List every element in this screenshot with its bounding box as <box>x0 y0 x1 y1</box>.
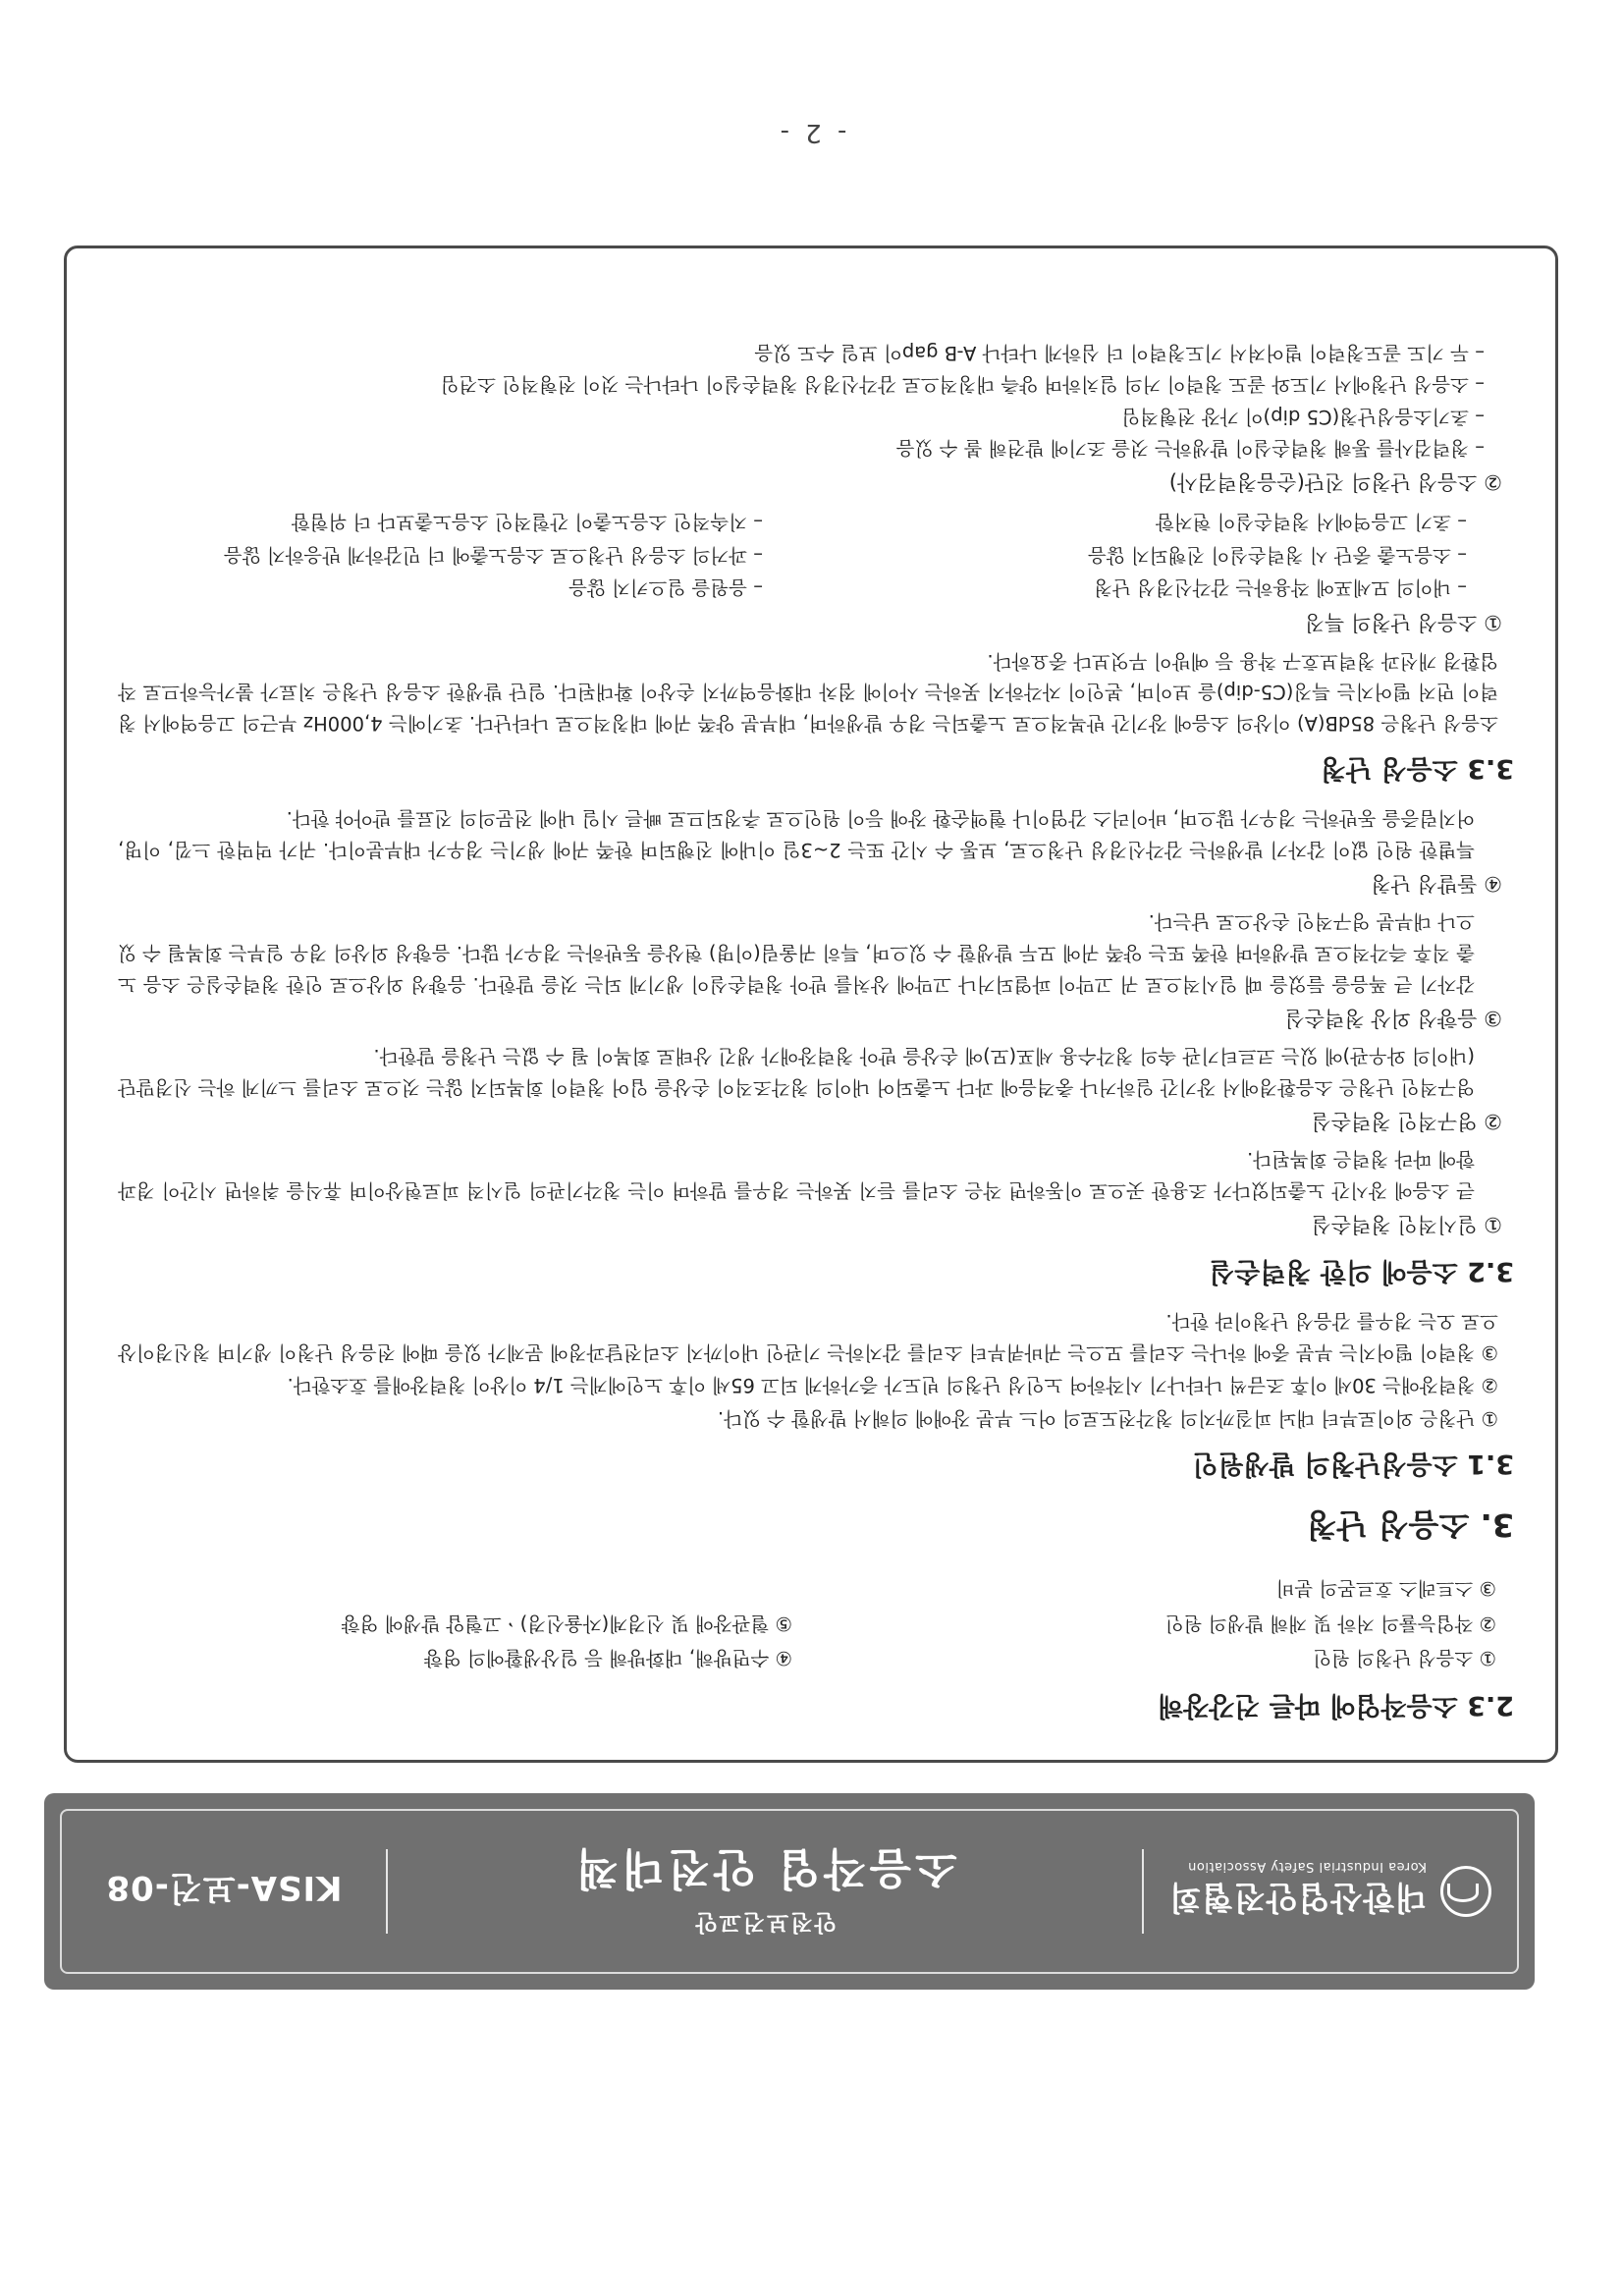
paragraph: 소음성 난청은 85dB(A) 이상의 소음에 장기간 반복적으로 노출되는 경우 발생하며, 대부분 양쪽 귀에 대칭적으로 나타난다. 초기에는 4,000Hz 부근의 고음역에서 청력이 먼저 떨어지는 특징(C5-dip)을 보이며, 본인이 자각하지 못하는 사이에 점차 대화음역까지 손상이 확대된다. 일단 발생한 소음성 난청은 치료가 불가능하므로 작업환경 개선과 청력보호구 착용 등 예방이 무엇보다 중요하다. <box>118 649 1498 735</box>
subheading: ② 소음성 난청의 진단(순음청력검사) <box>1168 470 1502 495</box>
list-item: – 과거의 소음성 난청으로 소음노출에 더 민감하게 반응하지 않음 <box>118 539 763 571</box>
list-item: ③ 스트레스 호르몬의 분비 <box>1275 1577 1496 1601</box>
paragraph: 영구적인 난청은 소음환경에서 장기간 일하거나 충격음에 과다 노출되어 내이의 청각조직이 손상을 입어 청력이 회복되지 않는 것으로 소리를 느끼게 하는 신경말단(내이의 와우관)에 있는 코르티기관 속의 청각수용 세포(모)에 손상을 받아 청력장애가 생긴 상태로 회복이 될 수 없는 난청을 말한다. <box>118 1045 1475 1099</box>
list-item: ① 난청은 외이로부터 대뇌 피질까지의 청각전도로의 어느 부분 장애에 의해서 발생할 수 있다. <box>717 1406 1498 1430</box>
subheading: ③ 음향성 외상 청력손실 <box>1284 1006 1502 1030</box>
subheading: ① 일시적인 청력손실 <box>1311 1212 1502 1236</box>
list-item: – 내이의 모세포에 작용하는 감각신경성 난청 <box>822 573 1467 604</box>
organization-name: 대한산업안전협회 <box>1167 1879 1427 1918</box>
organization-text <box>1168 1860 1427 1924</box>
document-code: KISA-보건-08 <box>105 1868 343 1908</box>
features-list <box>118 505 1496 604</box>
organization-english-name: Korea Industrial Safety Association <box>1187 1859 1427 1875</box>
document-title: 소음작업 안전대책 <box>572 1843 957 1894</box>
organization-block <box>1144 1811 1517 1972</box>
list-item: – 소음노출 중단 시 청력손실이 진행되지 않음 <box>822 539 1467 571</box>
list-item: ① 소음성 난청의 원인 <box>1313 1647 1496 1670</box>
subheading: ② 영구적인 청력손실 <box>1311 1109 1502 1133</box>
list-item: – 지속적인 소음노출이 간헐적인 소음노출보다 더 위험함 <box>118 506 763 537</box>
section-3-3-heading: 3.3 소음성 난청 <box>1320 752 1514 784</box>
list-item: ③ 청력이 떨어지는 부분 중에 하나는 소리를 모으는 귀바퀴부터 소리를 감지하는 기관인 내이까지 소리전달과정에 문제가 있을 때에 전음성 난청이 생기며 청신경이상으로 오는 경우를 감음성 난청이라 한다. <box>118 1310 1498 1364</box>
document-title-block <box>388 1811 1142 1972</box>
kisa-logo-icon <box>1440 1866 1491 1917</box>
paragraph: 특별한 원인 없이 갑자기 발생하는 감각신경성 난청으로, 보통 수 시간 또는 2~3일 이내에 진행되며 한쪽 귀에 생기는 경우가 대부분이다. 귀가 먹먹한 느낌, 이명, 어지럼증을 동반하는 경우가 많으며, 바이러스 감염이나 혈액순환 장애 등이 원인으로 추정되므로 빠른 시일 내에 전문의의 진료를 받아야 한다. <box>118 807 1475 861</box>
section-3-1-heading: 3.1 소음성난청의 발생원인 <box>1192 1448 1514 1479</box>
list-item: ② 작업능률의 저하 및 재해 발생의 원인 <box>1164 1612 1496 1635</box>
subheading: ④ 돌발성 난청 <box>1371 871 1502 896</box>
list-item: – 초기 고음역에서 청력손실이 현저함 <box>822 506 1467 537</box>
list-item: ⑤ 혈관장애 및 신경계(자율신경)ㆍ고혈압 발생에 영향 <box>341 1612 792 1635</box>
section-2-3-list <box>118 1571 1496 1676</box>
header-divider <box>386 1849 388 1934</box>
page-number: - 2 - <box>776 118 847 147</box>
header-banner-frame <box>60 1809 1519 1974</box>
section-3-2-heading: 3.2 소음에 의한 청력손실 <box>1209 1255 1514 1286</box>
subheading: ① 소음성 난청의 특징 <box>1304 611 1502 635</box>
header-banner <box>44 1793 1535 1990</box>
paragraph: 갑자기 큰 폭음을 들었을 때 일시적으로 귀 고막이 파열되거나 고막에 상처를 받아 청력손실이 생기게 되는 것을 말한다. 음향성 외상으로 인한 청력손실은 소음 노출 직후 즉각적으로 발생하며 한쪽 또는 양쪽 귀에 모두 발생할 수 있으며, 특히 귀울림(이명) 현상을 동반하는 경우가 많다. 음향성 외상의 경우 일부는 회복될 수 있으나 대부분 영구적인 손상으로 남는다. <box>118 910 1475 996</box>
section-2-3-heading: 2.3 소음작업에 따른 건강장해 <box>1158 1690 1514 1721</box>
header-divider <box>1142 1849 1144 1934</box>
list-item: – 청력검사를 통해 청력손실이 발생하는 것을 조기에 발견해 볼 수 있음 <box>118 433 1485 465</box>
content-box <box>64 246 1558 1763</box>
document-subtitle: 안전보건교안 <box>693 1909 837 1936</box>
section-3-heading: 3. 소음성 난청 <box>1306 1505 1514 1544</box>
paragraph: 큰 소음에 장시간 노출되었다가 조용한 곳으로 이동하면 작은 소리를 듣지 못하는 경우를 말하며 이는 청각기관의 일시적 피로현상이며 휴식을 취하면 시간이 경과함에 따라 청력은 회복된다. <box>118 1148 1475 1202</box>
list-item: – 소음성 난청에서 기도와 골도 청력이 거의 일치하며 양측 대칭적으로 감각신경성 청력손실이 나타나는 것이 전형적인 소견임 <box>118 369 1485 401</box>
list-item: ④ 수면방해, 대화방해 등 일상생활에의 영향 <box>424 1647 792 1670</box>
list-item: – 두 기도 골도청력이 벌어져서 기도청력이 더 심하게 나타나 A-B gap이 보일 수도 있음 <box>118 337 1485 368</box>
list-item: ② 청력장애는 30세 이후 조금씩 나타나기 시작하여 노인성 난청의 빈도가 증가하게 되고 65세 이후 노인에게는 1/4 이상이 청력장애를 호소한다. <box>287 1374 1498 1397</box>
list-item: – 초기소음성난청(C5 dip)이 가장 전형적임 <box>118 401 1485 432</box>
list-item: – 음원을 일으키지 않음 <box>118 573 763 604</box>
